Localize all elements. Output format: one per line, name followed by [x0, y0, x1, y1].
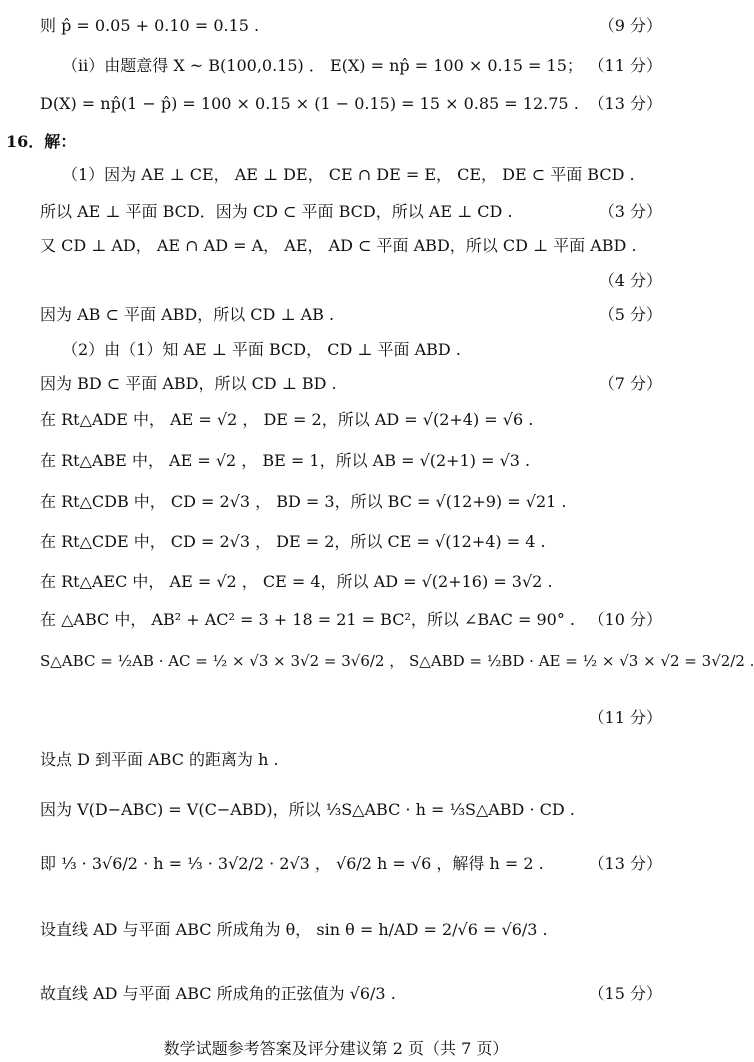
- score-22: （13 分）: [588, 854, 662, 873]
- line-17: 在 △ABC 中， AB² + AC² = 3 + 18 = 21 = BC²，所以 ∠BAC = 90° .: [40, 610, 576, 629]
- line-6: 所以 AE ⊥ 平面 BCD．因为 CD ⊂ 平面 BCD，所以 AE ⊥ CD .: [40, 202, 513, 221]
- line-2: （ⅱ）由题意得 X ~ B(100,0.15) ． E(X) = np̂ = 100 × 0.15 = 15；: [62, 56, 583, 75]
- line-21: 因为 V(D−ABC) = V(C−ABD)，所以 ⅓S△ABC · h = ⅓S△ABD · CD .: [40, 800, 575, 819]
- line-7: 又 CD ⊥ AD， AE ∩ AD = A， AE， AD ⊂ 平面 ABD，所以 CD ⊥ 平面 ABD .: [40, 236, 637, 255]
- line-9: 因为 AB ⊂ 平面 ABD，所以 CD ⊥ AB .: [40, 305, 335, 324]
- score-19: （11 分）: [588, 708, 662, 727]
- line-12: 在 Rt△ADE 中， AE = √2 ， DE = 2，所以 AD = √(2+4) = √6 .: [40, 410, 534, 429]
- question-number: 16．解：: [6, 132, 77, 151]
- line-22: 即 ⅓ · 3√6/2 · h = ⅓ · 3√2/2 · 2√3 ， √6/2 h = √6 ，解得 h = 2 .: [40, 854, 544, 873]
- score-1: （9 分）: [598, 16, 662, 35]
- score-3: （13 分）: [588, 94, 662, 113]
- line-5: （1）因为 AE ⊥ CE， AE ⊥ DE， CE ∩ DE = E， CE， DE ⊂ 平面 BCD .: [62, 165, 635, 184]
- line-15: 在 Rt△CDE 中， CD = 2√3 ， DE = 2，所以 CE = √(12+4) = 4 .: [40, 532, 546, 551]
- line-10: （2）由（1）知 AE ⊥ 平面 BCD， CD ⊥ 平面 ABD .: [62, 340, 461, 359]
- line-3: D(X) = np̂(1 − p̂) = 100 × 0.15 × (1 − 0.15) = 15 × 0.85 = 12.75 .: [40, 94, 579, 113]
- page-footer: 数学试题参考答案及评分建议第 2 页（共 7 页）: [163, 1039, 509, 1058]
- line-13: 在 Rt△ABE 中， AE = √2 ， BE = 1，所以 AB = √(2+1) = √3 .: [40, 451, 531, 470]
- score-11: （7 分）: [598, 374, 662, 393]
- score-24: （15 分）: [588, 984, 662, 1003]
- score-17: （10 分）: [588, 610, 662, 629]
- line-20: 设点 D 到平面 ABC 的距离为 h .: [40, 750, 279, 769]
- score-6: （3 分）: [598, 202, 662, 221]
- line-11: 因为 BD ⊂ 平面 ABD，所以 CD ⊥ BD .: [40, 374, 337, 393]
- score-9: （5 分）: [598, 305, 662, 324]
- line-16: 在 Rt△AEC 中， AE = √2 ， CE = 4，所以 AD = √(2+16) = 3√2 .: [40, 572, 553, 591]
- line-23: 设直线 AD 与平面 ABC 所成角为 θ， sin θ = h/AD = 2/√6 = √6/3 .: [40, 920, 548, 939]
- score-2: （11 分）: [588, 56, 662, 75]
- line-1: 则 p̂ = 0.05 + 0.10 = 0.15 .: [40, 16, 260, 35]
- line-24: 故直线 AD 与平面 ABC 所成角的正弦值为 √6/3 .: [40, 984, 396, 1003]
- line-14: 在 Rt△CDB 中， CD = 2√3 ， BD = 3，所以 BC = √(12+9) = √21 .: [40, 492, 567, 511]
- score-8: （4 分）: [598, 271, 662, 290]
- line-18: S△ABC = ½AB · AC = ½ × √3 × 3√2 = 3√6/2 ， S△ABD = ½BD · AE = ½ × √3 × √2 = 3√2/2 .: [40, 652, 754, 670]
